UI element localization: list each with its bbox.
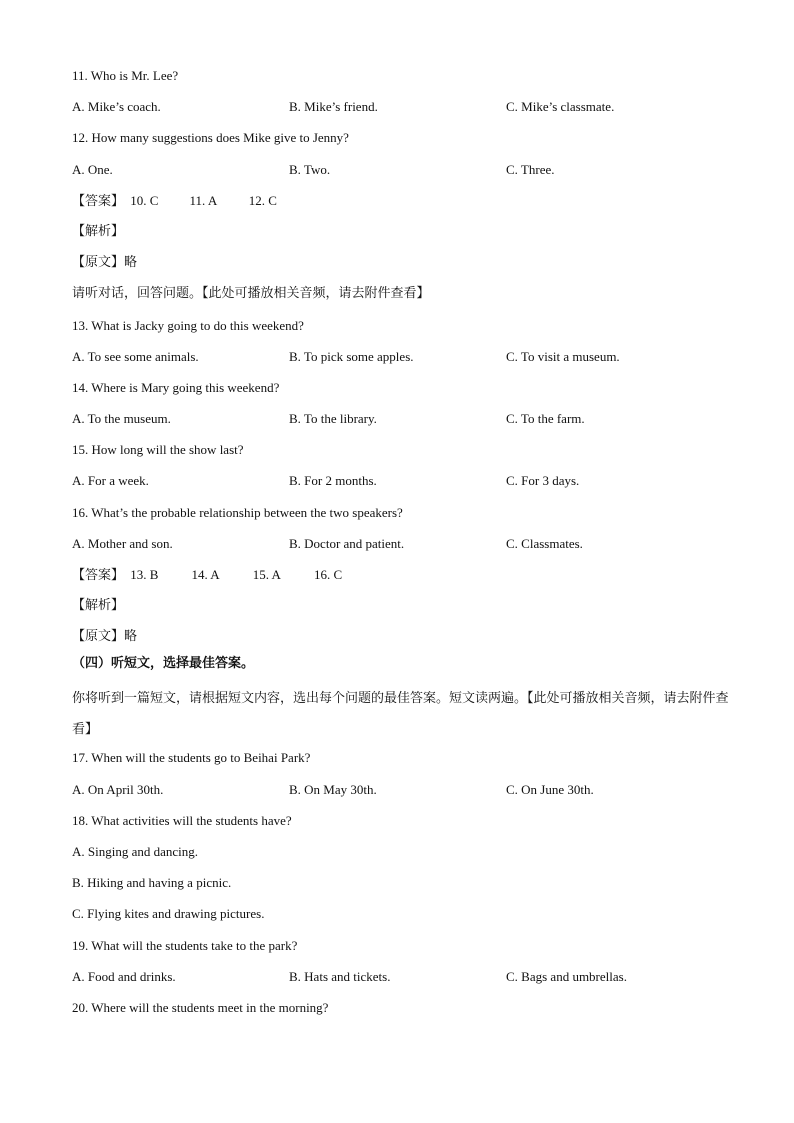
- question-11: [72, 66, 732, 97]
- option-b: B. Hats and tickets.: [289, 968, 391, 984]
- question-19: [72, 936, 732, 967]
- option-a: A. Mike’s coach.: [72, 99, 161, 115]
- question-text: 15. How long will the show last?: [72, 442, 244, 458]
- instruction-1: 请听对话，回答问题。【此处可播放相关音频，请去附件查看】: [72, 286, 430, 302]
- question-14: [72, 378, 732, 409]
- option-c: C. To the farm.: [506, 411, 585, 427]
- option-18-b: B. Hiking and having a picnic.: [72, 875, 232, 891]
- option-c: C. Bags and umbrellas.: [506, 968, 627, 984]
- answer-item: 14. A: [191, 567, 220, 582]
- options-16: [72, 534, 732, 565]
- question-text: 13. What is Jacky going to do this weekend?: [72, 317, 304, 333]
- question-text: 14. Where is Mary going this weekend?: [72, 379, 280, 395]
- option-a: A. Food and drinks.: [72, 968, 176, 984]
- option-c: C. For 3 days.: [506, 473, 580, 489]
- option-a: A. For a week.: [72, 473, 149, 489]
- answer-item: 12. C: [248, 192, 277, 208]
- option-a: A. Mother and son.: [72, 535, 173, 551]
- question-text: 20. Where will the students meet in the morning?: [72, 999, 329, 1015]
- options-19: [72, 967, 732, 998]
- option-a: A. To the museum.: [72, 411, 171, 427]
- options-13: [72, 347, 732, 378]
- option-c: C. On June 30th.: [506, 781, 594, 797]
- exam-page: [72, 66, 732, 1029]
- question-text: 18. What activities will the students have?: [72, 812, 292, 828]
- option-18-c: C. Flying kites and drawing pictures.: [72, 906, 265, 922]
- option-b: B. Doctor and patient.: [289, 535, 405, 551]
- answer-key-1: [72, 191, 732, 222]
- answer-label: 【答案】: [72, 568, 125, 583]
- options-12: [72, 160, 732, 191]
- answer-item: 11. A: [189, 192, 218, 208]
- option-c: C. To visit a museum.: [506, 348, 620, 364]
- answer-item: 15. A: [252, 567, 281, 582]
- answer-key-2: [72, 565, 732, 596]
- question-20: [72, 998, 732, 1029]
- options-17: [72, 780, 732, 811]
- answer-label: 【答案】: [72, 193, 125, 209]
- question-18: [72, 811, 732, 842]
- option-a: A. To see some animals.: [72, 348, 199, 364]
- option-b: B. For 2 months.: [289, 473, 377, 489]
- option-b: B. To the library.: [289, 411, 377, 427]
- option-b: B. To pick some apples.: [289, 348, 414, 364]
- options-11: [72, 97, 732, 128]
- option-c: C. Classmates.: [506, 535, 583, 551]
- option-b: B. Mike’s friend.: [289, 99, 378, 115]
- transcript-label-1: 【原文】略: [72, 255, 138, 271]
- answer-item: 13. B: [130, 567, 159, 582]
- option-c: C. Three.: [506, 161, 555, 177]
- transcript-label-2: 【原文】略: [72, 629, 138, 645]
- option-18-a: A. Singing and dancing.: [72, 843, 199, 859]
- question-13: [72, 316, 732, 347]
- question-text: 16. What’s the probable relationship between the two speakers?: [72, 504, 403, 520]
- option-b: B. Two.: [289, 161, 331, 177]
- question-text: 19. What will the students take to the park?: [72, 937, 298, 953]
- section-heading: （四）听短文，选择最佳答案。: [72, 656, 255, 672]
- analysis-label-2: 【解析】: [72, 598, 125, 614]
- instruction-2: 你将听到一篇短文，请根据短文内容，选出每个问题的最佳答案。短文读两遍。【此处可播放相关音频，请去附件查看】: [72, 691, 729, 738]
- option-c: C. Mike’s classmate.: [506, 99, 615, 115]
- analysis-label-1: 【解析】: [72, 223, 125, 239]
- question-text: 11. Who is Mr. Lee?: [72, 68, 179, 83]
- question-12: [72, 128, 732, 159]
- option-a: A. One.: [72, 161, 113, 177]
- option-b: B. On May 30th.: [289, 781, 377, 797]
- question-16: [72, 503, 732, 534]
- question-text: 17. When will the students go to Beihai Park?: [72, 750, 311, 766]
- options-14: [72, 409, 732, 440]
- option-a: A. On April 30th.: [72, 781, 164, 797]
- question-text: 12. How many suggestions does Mike give to Jenny?: [72, 130, 349, 146]
- answer-item: 10. C: [130, 192, 159, 208]
- options-15: [72, 471, 732, 502]
- answer-item: 16. C: [314, 567, 343, 582]
- question-15: [72, 440, 732, 471]
- question-17: [72, 748, 732, 779]
